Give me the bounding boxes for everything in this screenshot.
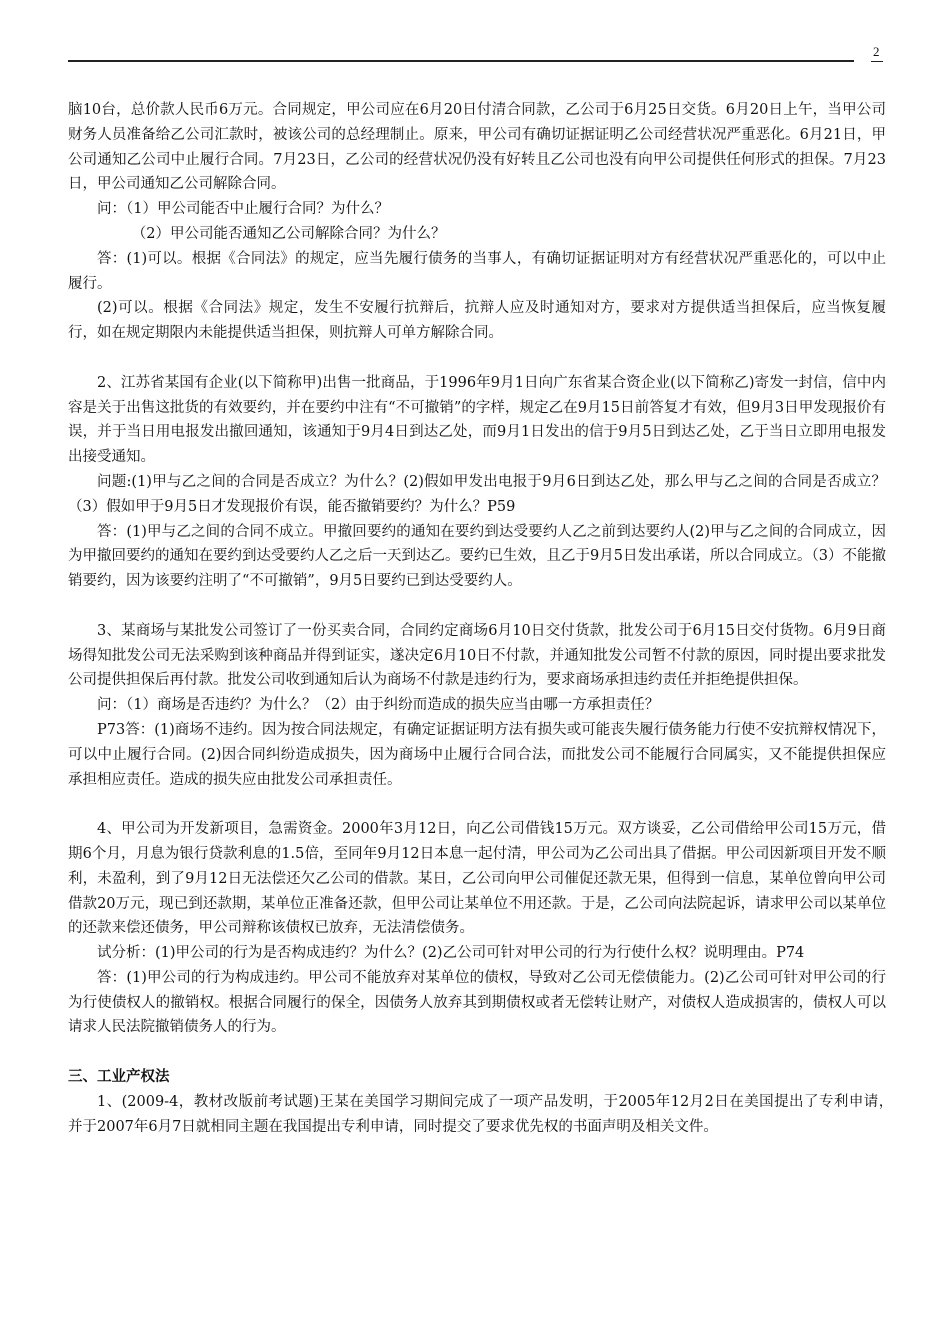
case-text-2: 2、江苏省某国有企业(以下简称甲)出售一批商品，于1996年9月1日向广东省某合资企业(以下简称乙)寄发一封信，信中内容是关于出售这批货的有效要约，并在要约中注有“不可撤销”的字样，规定乙在9月15日前答复才有效，但9月3日甲发现报价有误，并于当日用电报发出撤回通知，该通知于9月4日到达乙处，而9月1日发出的信于9月5日到达乙处，乙于当日立即用电报发出接受通知。: [68, 374, 886, 466]
header-rule: [68, 60, 854, 62]
page-number: 2: [873, 44, 880, 59]
question-1-2: （2）甲公司能否通知乙公司解除合同？为什么？: [131, 225, 446, 242]
document-body: [68, 98, 901, 1139]
question-2: 问题:(1)甲与乙之间的合同是否成立？为什么？(2)假如甲发出电报于9月6日到达乙处，那么甲与乙之间的合同是否成立？（3）假如甲于9月5日才发现报价有误，能否撤销要约？为什么？P59: [68, 473, 886, 515]
answer-3: P73答：(1)商场不违约。因为按合同法规定，有确定证据证明方法有损失或可能丧失履行债务能力行使不安抗辩权情况下，可以中止履行合同。(2)因合同纠纷造成损失，因为商场中止履行合同合法，而批发公司不能履行合同属实，又不能提供担保应承担相应责任。造成的损失应由批发公司承担责任。: [68, 721, 886, 788]
question-3: 问：（1）商场是否违约？为什么？（2）由于纠纷而造成的损失应当由哪一方承担责任？: [97, 697, 660, 714]
paragraph-gap: [68, 1040, 886, 1065]
case-text-3: 3、某商场与某批发公司签订了一份买卖合同，合同约定商场6月10日交付货款，批发公司于6月15日交付货物。6月9日商场得知批发公司无法采购到该种商品并得到证实，遂决定6月10日不付款，并通知批发公司暂不付款的原因，同时提出要求批发公司提供担保后再付款。批发公司收到通知后认为商场不付款是违约行为，要求商场承担违约责任并拒绝提供担保。: [68, 622, 886, 689]
section-heading: 三、工业产权法: [68, 1069, 170, 1086]
question-1-1: 问：（1）甲公司能否中止履行合同？为什么？: [97, 201, 389, 218]
paragraph-gap: [68, 594, 886, 619]
paragraph-gap: [68, 792, 886, 817]
case-text-1: 脑10台，总价款人民币6万元。合同规定，甲公司应在6月20日付清合同款，乙公司于6月25日交货。6月20日上午，当甲公司财务人员准备给乙公司汇款时，被该公司的总经理制止。原来，甲公司有确切证据证明乙公司经营状况严重恶化。6月21日，甲公司通知乙公司中止履行合同。7月23日，乙公司的经营状况仍没有好转且乙公司也没有向甲公司提供任何形式的担保。7月23日，甲公司通知乙公司解除合同。: [68, 102, 886, 193]
answer-2: 答：(1)甲与乙之间的合同不成立。甲撤回要约的通知在要约到达受要约人乙之前到达要约人(2)甲与乙之间的合同成立，因为甲撤回要约的通知在要约到达受要约人乙之后一天到达乙。要约已生效，且乙于9月5日发出承诺，所以合同成立。（3）不能撤销要约，因为该要约注明了“不可撤销”，9月5日要约已到达受要约人。: [68, 523, 886, 590]
answer-4: 答：(1)甲公司的行为构成违约。甲公司不能放弃对某单位的债权，导致对乙公司无偿债能力。(2)乙公司可针对甲公司的行为行使债权人的撤销权。根据合同履行的保全，因债务人放弃其到期债权或者无偿转让财产，对债权人造成损害的，债权人可以请求人民法院撤销债务人的行为。: [68, 969, 886, 1036]
case-text-section3-1: 1、(2009-4，教材改版前考试题)王某在美国学习期间完成了一项产品发明，于2005年12月2日在美国提出了专利申请， 并于2007年6月7日就相同主题在我国提出专利申请，同时提交了要求优先权的书面声明及相关文件。: [68, 1093, 901, 1135]
answer-1-1: 答：(1)可以。根据《合同法》的规定，应当先履行债务的当事人，有确切证据证明对方有经营状况严重恶化的，可以中止履行。: [68, 250, 886, 292]
question-4: 试分析：(1)甲公司的行为是否构成违约？为什么？(2)乙公司可针对甲公司的行为行使什么权？说明理由。P74: [97, 945, 805, 962]
answer-1-2: (2)可以。根据《合同法》规定，发生不安履行抗辩后，抗辩人应及时通知对方，要求对方提供适当担保后，应当恢复履行，如在规定期限内未能提供适当担保，则抗辩人可单方解除合同。: [68, 300, 886, 342]
case-text-4: 4、甲公司为开发新项目，急需资金。2000年3月12日，向乙公司借钱15万元。双方谈妥，乙公司借给甲公司15万元，借期6个月，月息为银行贷款利息的1.5倍，至同年9月12日本息一起付清，甲公司为乙公司出具了借据。甲公司因新项目开发不顺利，未盈利，到了9月12日无法偿还欠乙公司的借款。某日，乙公司向甲公司催促还款无果，但得到一信息，某单位曾向甲公司借款20万元，现已到还款期，某单位正准备还款，但甲公司让某单位不用还款。于是，乙公司向法院起诉，请求甲公司以某单位的还款来偿还债务，甲公司辩称该债权已放弃，无法清偿债务。: [68, 821, 886, 937]
paragraph-gap: [68, 346, 886, 371]
page-number-underline: [871, 61, 883, 62]
